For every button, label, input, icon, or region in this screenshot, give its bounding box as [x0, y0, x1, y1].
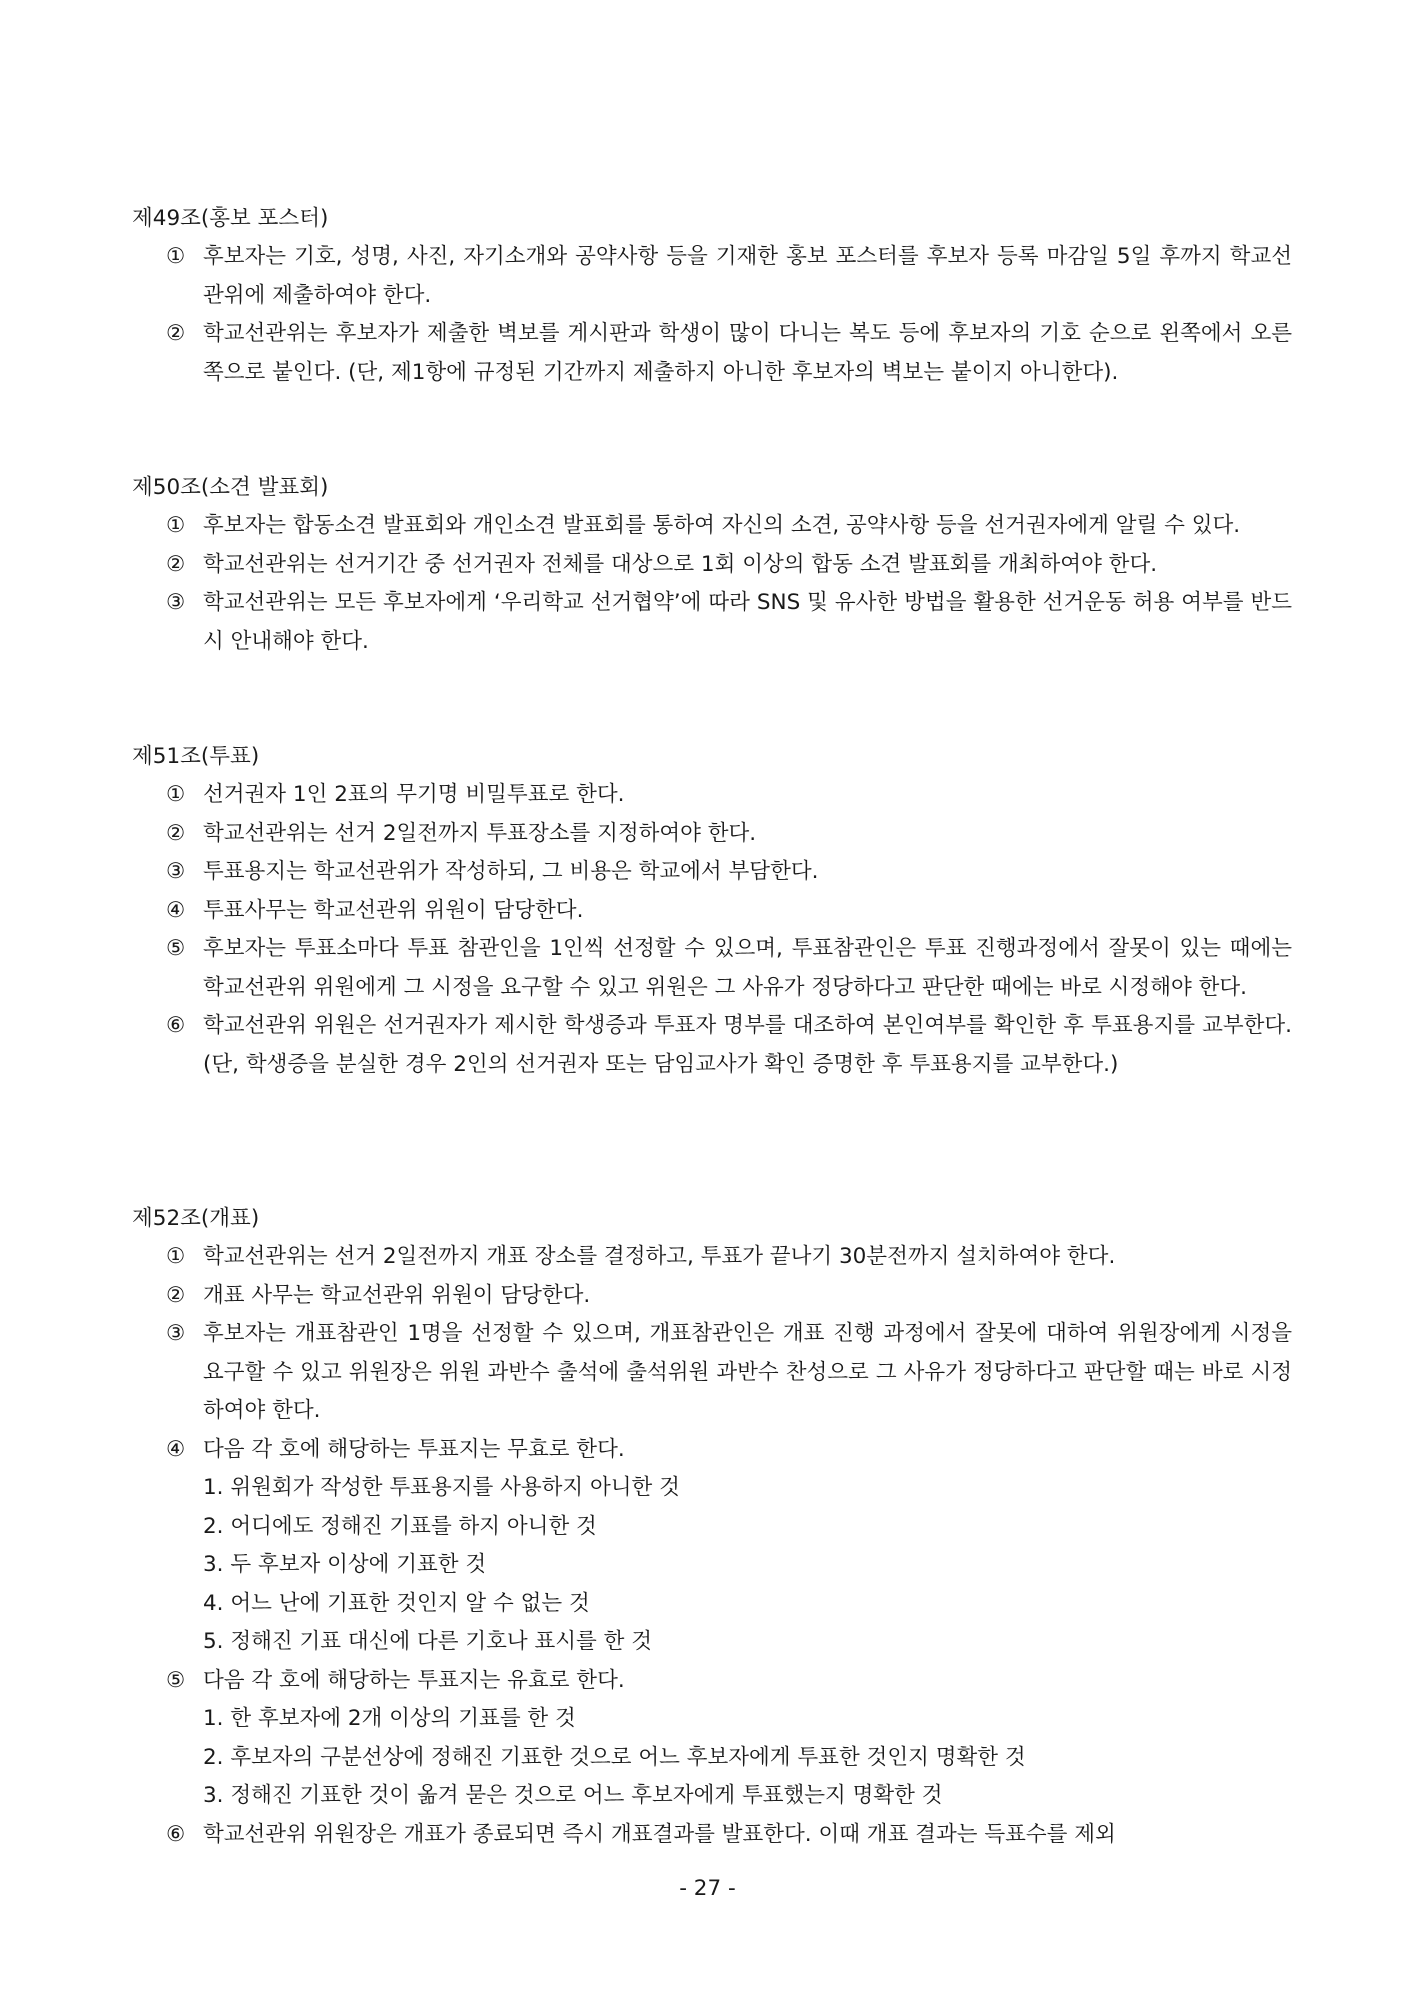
paragraph-text: 학교선관위는 모든 후보자에게 ‘우리학교 선거협약’에 따라 SNS 및 유사한 방법을 활용한 선거운동 허용 여부를 반드시 안내해야 한다.: [203, 590, 1292, 654]
paragraph-text: 후보자는 개표참관인 1명을 선정할 수 있으며, 개표참관인은 개표 진행 과정에서 잘못에 대하여 위원장에게 시정을 요구할 수 있고 위원장은 위원 과반수 출석에 출석위원 과반수 찬성으로 그 사유가 정당하다고 판단할 때는 바로 시정하여야 한다.: [203, 1321, 1292, 1423]
paragraph-number: ②: [166, 551, 186, 577]
article-52: [132, 1200, 1292, 1854]
article-title: 제50조(소견 발표회): [132, 475, 329, 500]
paragraph-number: ②: [166, 1282, 186, 1308]
list-item: 5. 정해진 기표 대신에 다른 기호나 표시를 한 것: [203, 1629, 653, 1654]
paragraph-text: 개표 사무는 학교선관위 위원이 담당한다.: [203, 1282, 591, 1308]
paragraph-number: ①: [166, 513, 186, 538]
list-item: 3. 두 후보자 이상에 기표한 것: [203, 1552, 487, 1577]
paragraph: [132, 892, 1292, 931]
list-item: 2. 후보자의 구분선상에 정해진 기표한 것으로 어느 후보자에게 투표한 것인지 명확한 것: [203, 1744, 1026, 1770]
paragraph-number: ③: [166, 590, 186, 615]
paragraph-number: ⑤: [166, 1667, 186, 1693]
paragraph-number: ②: [166, 321, 186, 346]
paragraph-text: 선거권자 1인 2표의 무기명 비밀투표로 한다.: [203, 782, 625, 807]
paragraph-number: ④: [166, 897, 186, 923]
article-title: 제51조(투표): [132, 744, 260, 769]
list-item: 2. 어디에도 정해진 기표를 하지 아니한 것: [203, 1513, 597, 1539]
paragraph-text: 투표사무는 학교선관위 위원이 담당한다.: [203, 897, 584, 923]
paragraph-number: ①: [166, 244, 186, 269]
paragraph: [132, 546, 1292, 585]
paragraph: [132, 1662, 1292, 1701]
paragraph-number: ③: [166, 859, 186, 884]
paragraph: [132, 815, 1292, 854]
paragraph-number: ⑥: [166, 1013, 186, 1038]
paragraph-number: ①: [166, 782, 186, 807]
article-50: [132, 469, 1292, 661]
paragraph: [132, 776, 1292, 815]
paragraph-text: 다음 각 호에 해당하는 투표지는 무효로 한다.: [203, 1436, 625, 1462]
article-title: 제52조(개표): [132, 1206, 260, 1231]
paragraph-text: 후보자는 투표소마다 투표 참관인을 1인씩 선정할 수 있으며, 투표참관인은 투표 진행과정에서 잘못이 있는 때에는 학교선관위 위원에게 그 시정을 요구할 수 있고 위원은 그 사유가 정당하다고 판단한 때에는 바로 시정해야 한다.: [203, 936, 1292, 1000]
paragraph-text: 학교선관위는 선거 2일전까지 개표 장소를 결정하고, 투표가 끝나기 30분전까지 설치하여야 한다.: [203, 1244, 1116, 1269]
list-item: 4. 어느 난에 기표한 것인지 알 수 없는 것: [203, 1590, 590, 1616]
paragraph: [132, 853, 1292, 892]
paragraph-number: ⑥: [166, 1821, 186, 1847]
page-number: - 27 -: [679, 1876, 736, 1901]
paragraph-text: 학교선관위는 선거 2일전까지 투표장소를 지정하여야 한다.: [203, 820, 757, 846]
paragraph-text: 학교선관위는 선거기간 중 선거권자 전체를 대상으로 1회 이상의 합동 소견 발표회를 개최하여야 한다.: [203, 551, 1158, 577]
paragraph-text: 후보자는 기호, 성명, 사진, 자기소개와 공약사항 등을 기재한 홍보 포스터를 후보자 등록 마감일 5일 후까지 학교선관위에 제출하여야 한다.: [203, 244, 1292, 308]
paragraph-text: 다음 각 호에 해당하는 투표지는 유효로 한다.: [203, 1667, 625, 1693]
paragraph: [132, 1277, 1292, 1316]
paragraph-text: 후보자는 합동소견 발표회와 개인소견 발표회를 통하여 자신의 소견, 공약사항 등을 선거권자에게 알릴 수 있다.: [203, 513, 1241, 538]
paragraph-text: 학교선관위 위원장은 개표가 종료되면 즉시 개표결과를 발표한다. 이때 개표 결과는 득표수를 제외: [203, 1821, 1116, 1847]
paragraph: [132, 584, 1292, 661]
paragraph: [132, 315, 1292, 392]
paragraph: [132, 1816, 1292, 1855]
paragraph: [132, 1431, 1292, 1470]
paragraph: [132, 1007, 1292, 1084]
article-51: [132, 738, 1292, 1084]
list-item: 1. 위원회가 작성한 투표용지를 사용하지 아니한 것: [203, 1475, 680, 1500]
paragraph: [132, 1238, 1292, 1277]
paragraph: [132, 930, 1292, 1007]
paragraph-text: 학교선관위 위원은 선거권자가 제시한 학생증과 투표자 명부를 대조하여 본인여부를 확인한 후 투표용지를 교부한다. (단, 학생증을 분실한 경우 2인의 선거권자 또는 담임교사가 확인 증명한 후 투표용지를 교부한다.): [203, 1013, 1292, 1077]
paragraph: [132, 1315, 1292, 1431]
article-title: 제49조(홍보 포스터): [132, 206, 329, 231]
list-item: 3. 정해진 기표한 것이 옮겨 묻은 것으로 어느 후보자에게 투표했는지 명확한 것: [203, 1783, 943, 1808]
paragraph-number: ③: [166, 1321, 186, 1346]
article-49: [132, 200, 1292, 392]
paragraph-number: ④: [166, 1436, 186, 1462]
paragraph-number: ⑤: [166, 936, 186, 961]
paragraph: [132, 238, 1292, 315]
paragraph-number: ②: [166, 820, 186, 846]
list-item: 1. 한 후보자에 2개 이상의 기표를 한 것: [203, 1706, 576, 1731]
paragraph-text: 투표용지는 학교선관위가 작성하되, 그 비용은 학교에서 부담한다.: [203, 859, 819, 884]
paragraph-text: 학교선관위는 후보자가 제출한 벽보를 게시판과 학생이 많이 다니는 복도 등에 후보자의 기호 순으로 왼쪽에서 오른쪽으로 붙인다. (단, 제1항에 규정된 기간까지 제출하지 아니한 후보자의 벽보는 붙이지 아니한다).: [203, 321, 1292, 385]
paragraph: [132, 507, 1292, 546]
paragraph-number: ①: [166, 1244, 186, 1269]
